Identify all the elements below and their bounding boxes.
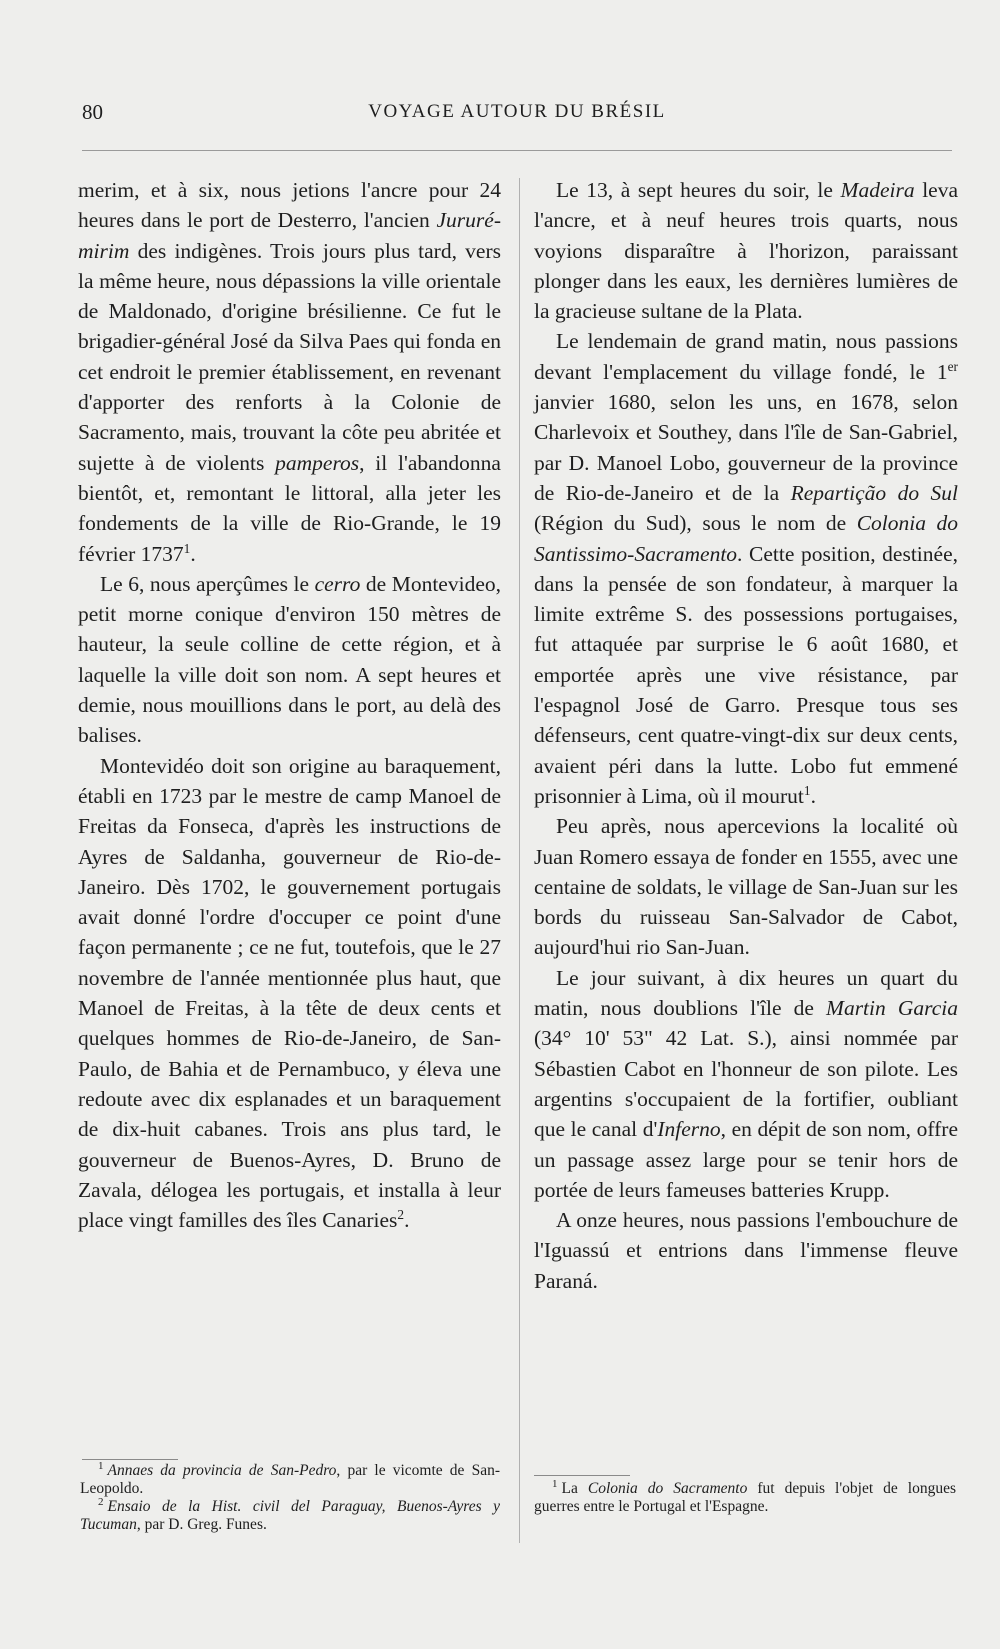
ordinal-sup: er: [947, 358, 958, 374]
text-run: , en dépit de son nom, offre un passage assez large pour se tenir hors de portée de leurs fameuses batteries Krupp.: [534, 1117, 958, 1202]
italic-term: Madeira: [840, 178, 915, 202]
text-run: janvier 1680, selon les uns, en 1678, selon Charlevoix et Southey, dans l'île de San-Gabriel, par D. Manoel Lobo, gouverneur de la province de Rio-de-Janeiro et de la: [534, 390, 958, 505]
text-run: fut depuis l'objet de longues guerres entre le Portugal et l'Espagne.: [534, 1480, 956, 1515]
footnote-mark: 1: [552, 1477, 558, 1490]
italic-term: Colonia do Sacramento: [587, 1480, 748, 1497]
footnote-ref: 2: [397, 1206, 405, 1222]
right-footnote-rule: [534, 1475, 630, 1476]
text-run: Le 6, nous aperçûmes le: [100, 571, 315, 596]
left-footnotes: [80, 1459, 500, 1534]
footnote-1: [534, 1477, 956, 1516]
italic-term: Inferno: [657, 1117, 721, 1142]
header-rule: [82, 150, 952, 151]
text-run: A onze heures, nous passions l'embouchure de l'Iguassú et entrions dans l'immense fleuve Paraná.: [534, 1208, 958, 1293]
right-paragraph-5: [534, 1205, 958, 1296]
right-paragraph-3: [534, 811, 958, 962]
text-run: .: [810, 783, 816, 808]
footnote-mark: 1: [98, 1459, 104, 1472]
left-column: [78, 175, 501, 1235]
italic-term: Ensaio de la Hist. civil del Paraguay, Buenos-Ayres y Tucuman: [80, 1498, 500, 1533]
text-run: .: [190, 541, 196, 566]
text-run: Le jour suivant, à dix heures un quart du matin, nous doublions l'île de: [534, 965, 958, 1021]
italic-term: Colonia do Santissimo-Sacramento: [534, 511, 958, 566]
left-paragraph-2: [78, 569, 501, 751]
left-paragraph-1: [78, 175, 501, 569]
italic-term: Repartição do Sul: [790, 480, 958, 505]
text-run: leva l'ancre, et à neuf heures trois quarts, nous voyions disparaître à l'horizon, paraissant plonger dans les eaux, les dernières lumières de la gracieuse sultane de la Plata.: [534, 178, 958, 324]
page-number: 80: [82, 100, 103, 124]
text-run: (Région du Sud), sous le nom de: [534, 511, 857, 536]
right-paragraph-2: [534, 326, 958, 811]
italic-term: Jururé-mirim: [78, 208, 501, 263]
text-run: Peu après, nous apercevions la localité où Juan Romero essaya de fonder en 1555, avec une centaine de soldats, le village de San-Juan sur les bords du ruisseau San-Salvador de Cabot, aujourd'hui rio San-Juan.: [534, 814, 958, 960]
italic-term: Annaes da provincia de San-Pedro: [107, 1462, 337, 1479]
footnote-ref: 1: [183, 540, 191, 556]
page-header: [82, 100, 952, 134]
right-footnotes: [534, 1477, 956, 1516]
right-column: [534, 175, 958, 1296]
text-run: , il l'abandonna bientôt, et, remontant le littoral, alla jeter les fondements de la ville de Rio-Grande, le 19 février 1737: [78, 450, 501, 566]
text-run: Le 13, à sept heures du soir, le: [556, 178, 841, 202]
text-run: La: [561, 1480, 588, 1497]
text-run: (34° 10' 53" 42 Lat. S.), ainsi nommée par Sébastien Cabot en l'honneur de son pilote. Les argentins s'occupaient de la fortifier, oubliant que le canal d': [534, 1026, 958, 1142]
text-run: des indigènes. Trois jours plus tard, vers la même heure, nous dépassions la ville orientale de Maldonado, d'origine brésilienne. Ce fut le brigadier-général José da Silva Paes qui fonda en cet endroit le premier établissement, en revenant d'apporter des renforts à la Colonie de Sacramento, mais, trouvant la côte peu abritée et sujette à de violents: [78, 238, 501, 475]
right-paragraph-4: [534, 963, 958, 1205]
text-run: . Cette position, destinée, dans la pensée de son fondateur, à marquer la limite extrême S. des possessions portugaises, fut attaquée par surprise le 6 août 1680, et emportée après une vive résistance, par l'espagnol José de Garro. Presque tous ses défenseurs, cent quatre-vingt-dix sur deux cents, avaient péri dans la lutte. Lobo fut emmené prisonnier à Lima, où il mourut: [534, 541, 958, 808]
text-run: de Montevideo, petit morne conique d'environ 150 mètres de hauteur, la seule colline de cette région, et à laquelle la ville doit son nom. A sept heures et demie, nous mouillions dans le port, au delà des balises.: [78, 571, 501, 748]
footnote-mark: 2: [98, 1495, 104, 1508]
running-title: VOYAGE AUTOUR DU BRÉSIL: [368, 101, 666, 122]
text-run: Montevidéo doit son origine au baraquement, établi en 1723 par le mestre de camp Manoel de Freitas da Fonseca, d'après les instructions de Ayres de Saldanha, gouverneur de Rio-de-Janeiro. Dès 1702, le gouvernement portugais avait donné l'ordre d'occuper ce point d'une façon permanente ; ce ne fut, toutefois, que le 27 novembre de l'année mentionnée plus haut, que Manoel de Freitas, à la tête de deux cents et quelques hommes de Rio-de-Janeiro, de San-Paulo, de Bahia et de Pernambuco, y éleva une redoute avec dix esplanades et un baraquement de dix-huit cabanes. Trois ans plus tard, le gouverneur de Buenos-Ayres, D. Bruno de Zavala, délogea les portugais, et installa à leur place vingt familles des îles Canaries: [78, 753, 501, 1233]
text-run: .: [404, 1208, 410, 1233]
footnote-ref: 1: [803, 782, 811, 798]
left-footnote-rule: [82, 1459, 178, 1460]
text-run: merim, et à six, nous jetions l'ancre pour 24 heures dans le port de Desterro, l'ancien: [78, 178, 501, 233]
left-paragraph-3: [78, 751, 501, 1236]
text-run: , par le vicomte de San-Leopoldo.: [80, 1462, 500, 1497]
italic-term: pamperos: [275, 450, 360, 475]
footnote-1: [80, 1459, 500, 1498]
right-paragraph-1: [534, 175, 958, 326]
text-run: Le lendemain de grand matin, nous passions devant l'emplacement du village fondé, le 1: [534, 329, 958, 384]
footnote-2: [80, 1495, 500, 1534]
text-run: , par D. Greg. Funes.: [136, 1516, 267, 1533]
italic-term: cerro: [314, 571, 361, 596]
column-divider: [519, 178, 520, 1543]
italic-term: Martin Garcia: [826, 996, 958, 1021]
